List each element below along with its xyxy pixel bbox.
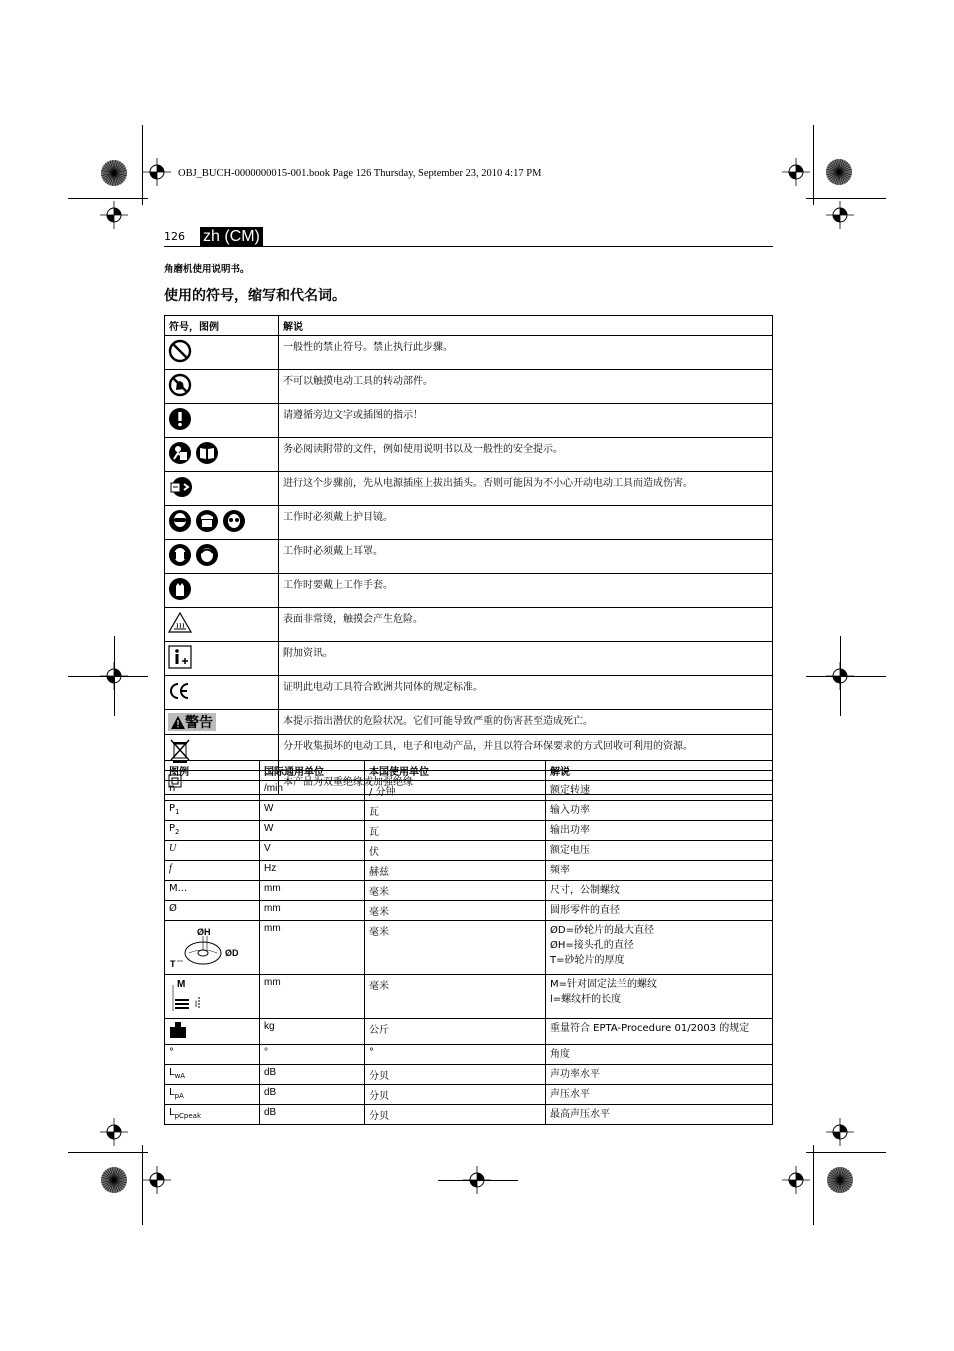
unit-row [165,801,773,821]
crosshair-mark [100,201,128,233]
unit-symbol: U [169,843,177,854]
read-manual-icon [168,441,192,468]
symbol-cell [165,336,279,370]
ear-muff-icon [195,543,219,570]
unit-symbol-cell [165,861,260,881]
language-tag: zh (CM) [200,227,263,246]
local-unit: 分贝 [365,1065,546,1085]
document-subtitle: 角磨机使用说明书。 [164,264,250,275]
unit-description [546,921,773,975]
symbol-cell [165,574,279,608]
unit-symbol: P [169,803,176,814]
ce-mark-icon [168,679,192,706]
unit-symbol-cell [165,1065,260,1085]
section-heading: 使用的符号，缩写和代名词。 [164,288,346,304]
local-unit: 毫米 [365,881,546,901]
unit-row [165,1085,773,1105]
crosshair-mark [826,1118,854,1150]
si-unit: Hz [260,861,365,881]
unit-description-line: 额定转速 [550,785,590,796]
goggles-icon [168,509,192,536]
color-bar-mark [826,1166,854,1198]
crosshair-mark [100,1118,128,1150]
book-icon [195,441,219,468]
unit-row [165,1065,773,1085]
symbol-row [165,370,773,404]
symbol-row [165,642,773,676]
prohibition-icon [168,339,192,366]
unit-symbol: f [169,863,172,874]
trim-line [840,636,841,716]
symbol-description: 本提示指出潜伏的危险状况。它们可能导致严重的伤害甚至造成死亡。 [279,710,773,735]
unit-symbol-subscript: wA [174,1072,186,1080]
trim-line [68,198,148,199]
svg-text:ØD: ØD [225,948,239,958]
column-header: 国际通用单位 [260,761,365,781]
unit-description-line: ØD=砂轮片的最大直径 [550,925,654,936]
unit-description-line: 输入功率 [550,805,590,816]
unit-symbol-cell [165,781,260,801]
local-unit: 公斤 [365,1019,546,1045]
unit-symbol-subscript: pCpeak [174,1112,202,1120]
symbol-description: 请遵循旁边文字或插图的指示！ [279,404,773,438]
symbol-cell [165,676,279,710]
unplug-icon [168,475,192,502]
unit-description [546,821,773,841]
unit-description-line: 圆形零件的直径 [550,905,620,916]
weight-diagram-icon [169,1021,187,1042]
si-unit: /min [260,781,365,801]
wheel-diagram-icon [169,923,247,972]
unit-symbol: P [169,823,176,834]
unit-description [546,861,773,881]
symbol-row [165,472,773,506]
color-bar-mark [100,1166,128,1198]
si-unit: W [260,801,365,821]
column-header: 解说 [546,761,773,781]
symbol-row [165,676,773,710]
local-unit: 瓦 [365,821,546,841]
symbol-row [165,710,773,735]
symbol-description: 表面非常烫，触摸会产生危险。 [279,608,773,642]
unit-row [165,975,773,1019]
unit-symbol-cell [165,975,260,1019]
crosshair-mark [782,158,810,190]
units-table [164,760,773,1125]
info-icon [168,645,192,672]
unit-symbol-cell [165,921,260,975]
unit-row [165,1045,773,1065]
svg-text:l: l [195,999,197,1009]
file-info-line: OBJ_BUCH-0000000015-001.book Page 126 Thursday, September 23, 2010 4:17 PM [178,168,542,179]
unit-row [165,1019,773,1045]
unit-row [165,921,773,975]
unit-symbol: L [169,1107,175,1118]
unit-row [165,881,773,901]
symbol-description: 一般性的禁止符号。禁止执行此步骤。 [279,336,773,370]
unit-description-line: 频率 [550,865,570,876]
symbol-description: 附加资讯。 [279,642,773,676]
symbol-cell [165,608,279,642]
svg-text:M: M [177,979,186,990]
unit-row [165,821,773,841]
unit-symbol: n [169,783,176,794]
symbol-cell [165,710,279,735]
unit-description [546,1045,773,1065]
unit-symbol-cell [165,1045,260,1065]
unit-symbol: L [169,1087,175,1098]
unit-symbol: ° [169,1047,174,1058]
symbol-cell [165,438,279,472]
hot-surface-icon [168,611,192,638]
units-table-header [165,761,773,781]
unit-symbol-cell [165,801,260,821]
unit-row [165,861,773,881]
trim-line [813,1145,814,1225]
unit-description-line: ØH=接头孔的直径 [550,940,634,951]
unit-row [165,781,773,801]
local-unit: 瓦 [365,801,546,821]
column-header: 解说 [279,316,773,336]
unit-description [546,841,773,861]
si-unit: ° [260,1045,365,1065]
symbol-row [165,540,773,574]
unit-description [546,781,773,801]
unit-row [165,1105,773,1125]
si-unit: dB [260,1065,365,1085]
si-unit: mm [260,921,365,975]
crosshair-mark [782,1166,810,1198]
symbol-cell [165,642,279,676]
symbol-row [165,404,773,438]
column-header: 本国使用单位 [365,761,546,781]
local-unit: 毫米 [365,921,546,975]
ear-protection-icon [168,543,192,570]
unit-symbol-subscript: 2 [175,828,180,836]
thread-diagram-icon [169,977,209,1016]
trim-line [806,1152,886,1153]
trim-line [114,636,115,716]
unit-symbol-cell [165,881,260,901]
unit-row [165,901,773,921]
symbol-description: 务必阅读附带的文件，例如使用说明书以及一般性的安全提示。 [279,438,773,472]
face-shield-icon [195,509,219,536]
unit-description-line: l=螺纹杆的长度 [550,994,622,1005]
local-unit: ° [365,1045,546,1065]
si-unit: dB [260,1085,365,1105]
symbol-row [165,336,773,370]
unit-symbol-cell [165,841,260,861]
unit-symbol-subscript: 1 [175,808,180,816]
safety-glasses-icon [222,509,246,536]
symbol-row [165,506,773,540]
local-unit: 分贝 [365,1085,546,1105]
unit-symbol-cell [165,821,260,841]
unit-description-line: 声功率水平 [550,1069,600,1080]
symbol-cell [165,540,279,574]
color-bar-mark [100,159,128,191]
unit-symbol: L [169,1067,175,1078]
unit-description [546,801,773,821]
si-unit: kg [260,1019,365,1045]
unit-description [546,1065,773,1085]
symbol-description: 不可以触摸电动工具的转动部件。 [279,370,773,404]
unit-description [546,975,773,1019]
si-unit: mm [260,881,365,901]
local-unit: 毫米 [365,975,546,1019]
unit-symbol-cell [165,1019,260,1045]
crosshair-mark [143,1166,171,1198]
symbol-row [165,438,773,472]
unit-description [546,1019,773,1045]
local-unit: 伏 [365,841,546,861]
unit-description [546,901,773,921]
column-header: 图例 [165,761,260,781]
unit-description [546,881,773,901]
symbol-row [165,574,773,608]
warning-label-icon [168,713,216,731]
symbol-cell [165,404,279,438]
unit-description-line: 最高声压水平 [550,1109,610,1120]
warning-label-text: 警告 [185,715,213,731]
column-header: 符号，图例 [165,316,279,336]
unit-description-line: T=砂轮片的厚度 [550,955,625,966]
trim-line [68,1152,148,1153]
local-unit: 毫米 [365,901,546,921]
unit-symbol-subscript: pA [174,1092,184,1100]
symbol-description: 工作时必须戴上耳罩。 [279,540,773,574]
unit-description-line: 额定电压 [550,845,590,856]
local-unit: 赫兹 [365,861,546,881]
unit-description-line: 输出功率 [550,825,590,836]
symbol-description: 分开收集损坏的电动工具，电子和电动产品，并且以符合环保要求的方式回收可利用的资源。 [279,735,773,771]
symbol-description: 证明此电动工具符合欧洲共同体的规定标准。 [279,676,773,710]
unit-description-line: M=针对固定法兰的螺纹 [550,979,658,990]
unit-description [546,1085,773,1105]
symbol-cell [165,370,279,404]
symbol-description: 工作时要戴上工作手套。 [279,574,773,608]
trim-line [806,676,886,677]
si-unit: V [260,841,365,861]
trim-line [142,125,143,205]
gloves-icon [168,577,192,604]
svg-text:ØH: ØH [197,927,211,937]
no-touch-icon [168,373,192,400]
si-unit: W [260,821,365,841]
trim-line [806,198,886,199]
trim-line [438,1180,518,1181]
symbol-description: 本产品为双重绝缘或加强绝缘 [279,771,773,795]
unit-row [165,841,773,861]
trim-line [813,125,814,205]
unit-symbol-cell [165,1105,260,1125]
unit-description-line: 尺寸，公制螺纹 [550,885,620,896]
unit-symbol: Ø [169,903,177,914]
exclamation-icon [168,407,192,434]
crosshair-mark [826,201,854,233]
unit-symbol: M... [169,883,188,894]
si-unit: dB [260,1105,365,1125]
symbols-table [164,315,773,795]
header-rule [164,246,773,247]
local-unit: 分贝 [365,1105,546,1125]
unit-description [546,1105,773,1125]
local-unit: / 分钟 [365,781,546,801]
crosshair-mark [463,1166,491,1198]
unit-symbol-cell [165,1085,260,1105]
color-bar-mark [825,158,853,190]
trim-line [142,1145,143,1225]
crosshair-mark [143,158,171,190]
symbols-table-header [165,316,773,336]
symbol-description: 进行这个步骤前，先从电源插座上拔出插头。否则可能因为不小心开动电动工具而造成伤害。 [279,472,773,506]
unit-description-line: 声压水平 [550,1089,590,1100]
unit-description-line: 重量符合 EPTA-Procedure 01/2003 的规定 [550,1023,750,1034]
symbol-description: 工作时必须戴上护目镜。 [279,506,773,540]
si-unit: mm [260,901,365,921]
page-number: 126 [164,230,185,243]
trim-line [68,676,148,677]
symbol-cell [165,472,279,506]
symbol-row [165,608,773,642]
unit-symbol-cell [165,901,260,921]
unit-description-line: 角度 [550,1049,570,1060]
symbol-cell [165,506,279,540]
si-unit: mm [260,975,365,1019]
svg-text:T: T [170,959,176,969]
